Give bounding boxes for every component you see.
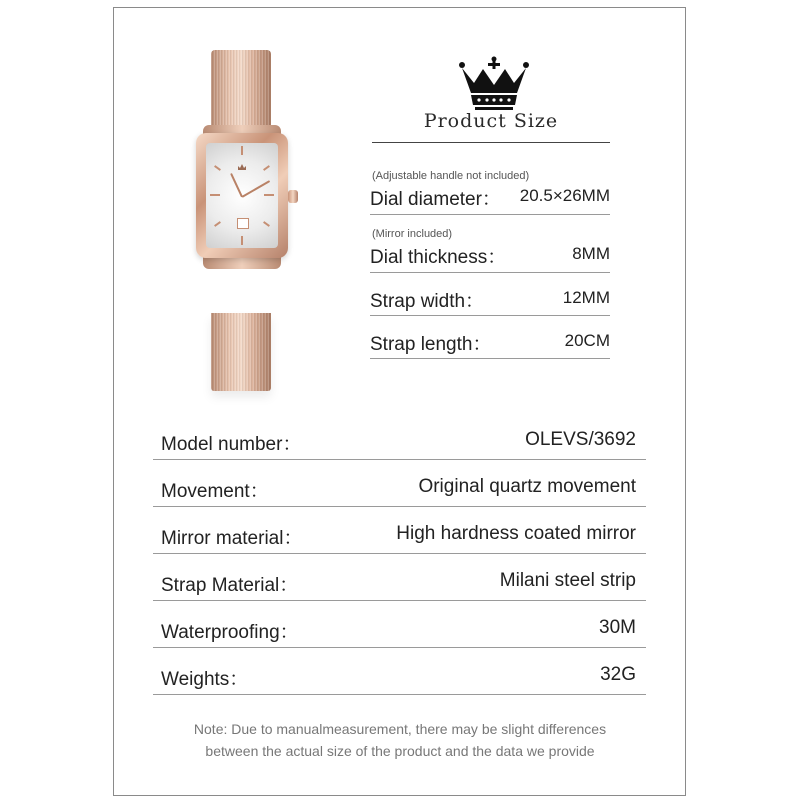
watch-product-image xyxy=(193,45,305,390)
dial-crown-logo-icon xyxy=(237,163,247,171)
measurement-note-line: Note: Due to manualmeasurement, there may be slight differences xyxy=(193,721,607,737)
spec-label: Mirror material： xyxy=(161,528,303,549)
divider xyxy=(370,358,610,359)
size-spec-note: (Mirror included) xyxy=(372,228,453,240)
spec-row-strap-material xyxy=(153,561,646,601)
case-lug-bottom xyxy=(203,257,281,269)
size-spec-label: Strap length： xyxy=(370,334,492,355)
spec-value: Milani steel strip xyxy=(499,570,636,591)
size-spec-label: Strap width： xyxy=(370,291,485,312)
size-spec-value: 20.5×26MM xyxy=(519,186,610,205)
spec-row-model-number xyxy=(153,420,646,460)
size-spec-dial-thickness xyxy=(370,226,610,276)
size-spec-value: 8MM xyxy=(572,244,610,263)
size-spec-label: Dial diameter： xyxy=(370,189,501,210)
size-spec-note: (Adjustable handle not included) xyxy=(372,170,530,182)
section-title: Product Size xyxy=(423,110,559,132)
spec-label: Strap Material： xyxy=(161,575,299,596)
size-spec-dial-diameter xyxy=(370,168,610,218)
spec-value: 32G xyxy=(600,664,636,685)
spec-value: OLEVS/3692 xyxy=(525,429,636,450)
size-spec-strap-width xyxy=(370,284,610,320)
divider xyxy=(153,647,646,648)
divider xyxy=(370,272,610,273)
spec-row-movement xyxy=(153,467,646,507)
watch-dial xyxy=(206,143,278,248)
divider xyxy=(153,506,646,507)
divider xyxy=(370,214,610,215)
watch-case xyxy=(196,133,288,258)
spec-value: Original quartz movement xyxy=(418,476,636,497)
spec-label: Waterproofing： xyxy=(161,622,299,643)
spec-label: Model number： xyxy=(161,434,302,455)
spec-value: 30M xyxy=(599,617,636,638)
title-divider xyxy=(372,142,610,143)
divider xyxy=(153,600,646,601)
crown-logo-icon xyxy=(457,55,531,111)
watch-crown xyxy=(288,190,298,203)
measurement-note xyxy=(140,718,660,762)
size-spec-value: 12MM xyxy=(562,288,610,307)
divider xyxy=(370,315,610,316)
measurement-note-line: between the actual size of the product and the data we provide xyxy=(205,743,595,759)
date-window xyxy=(237,218,249,229)
spec-row-mirror-material xyxy=(153,514,646,554)
mesh-strap-bottom xyxy=(211,313,271,391)
spec-value: High hardness coated mirror xyxy=(396,523,636,544)
spec-row-waterproofing xyxy=(153,608,646,648)
size-spec-value: 20CM xyxy=(564,331,610,350)
divider xyxy=(153,694,646,695)
spec-label: Weights： xyxy=(161,669,249,690)
size-spec-label: Dial thickness： xyxy=(370,247,507,268)
spec-label: Movement： xyxy=(161,481,269,502)
size-spec-strap-length xyxy=(370,327,610,363)
spec-row-weights xyxy=(153,655,646,695)
divider xyxy=(153,553,646,554)
hour-hand xyxy=(230,173,243,197)
divider xyxy=(153,459,646,460)
